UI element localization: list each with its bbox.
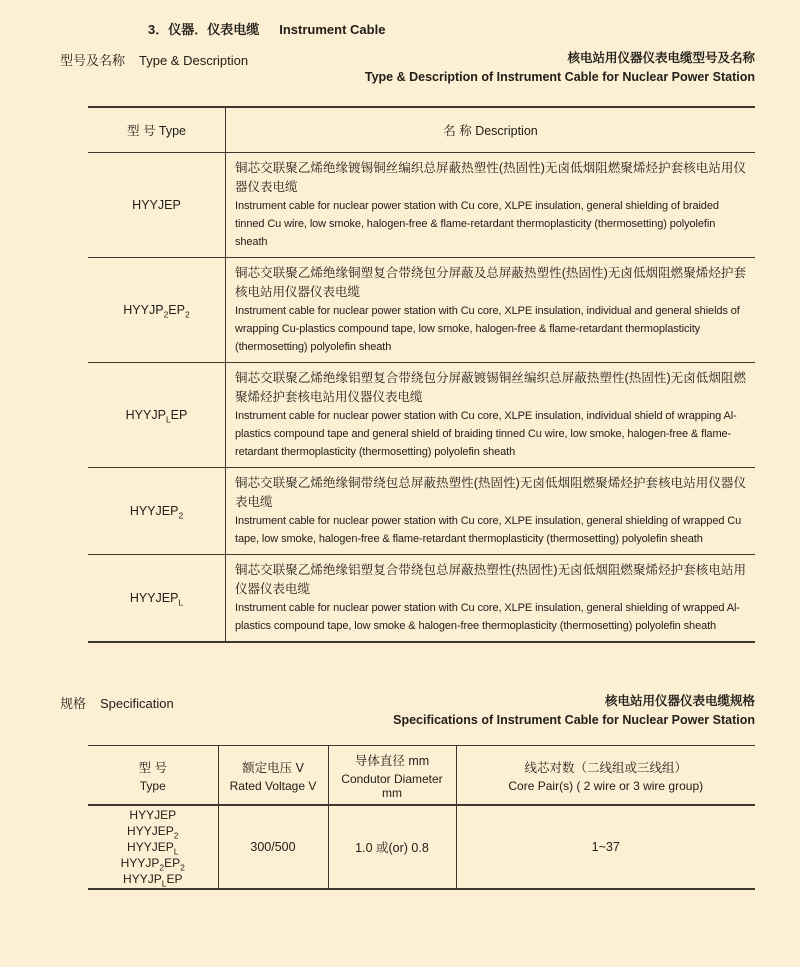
cable-description-zh: 铜芯交联聚乙烯绝缘铜带绕包总屏蔽热塑性(热固性)无卤低烟阻燃聚烯烃护套核电站用仪器仪表电缆 [235, 476, 746, 509]
section2-label-zh: 规格 [60, 696, 87, 711]
spec-type-code: $HYYJEP_L$ [127, 840, 179, 857]
spec-header-core-pairs [456, 746, 755, 806]
spec-header-type-zh: 型 号 [138, 761, 167, 775]
section2-header [0, 643, 800, 727]
section1-header [0, 38, 800, 84]
section1-label-zh: 型号及名称 [60, 53, 126, 68]
cable-description-zh: 铜芯交联聚乙烯绝缘镀锡铜丝编织总屏蔽热塑性(热固性)无卤低烟阻燃聚烯烃护套核电站用仪器仪表电缆 [235, 161, 746, 194]
cable-type-row [88, 258, 755, 363]
page-title [0, 0, 800, 38]
type-description-table [88, 106, 755, 643]
section1-right-title-zh: 核电站用仪器仪表电缆型号及名称 [567, 51, 755, 65]
cable-description-en: Instrument cable for nuclear power station with Cu core, XLPE insulation, general shielding of wrapped Al-plastics compound tape, low smoke & halogen-free thermoplasticity (thermosetting) polyolefin sheath [235, 602, 740, 632]
spec-header-type [88, 746, 218, 806]
spec-table-header-row [88, 746, 755, 806]
rated-voltage-value: 300/500 [218, 805, 328, 889]
page-title-zh: 3．仪器．仪表电缆 [148, 22, 260, 37]
spec-header-core-pairs-en: Core Pair(s) ( 2 wire or 3 wire group) [508, 779, 704, 793]
type-table-body [88, 153, 755, 643]
cable-type-code: $HYYJEP_L$ [88, 555, 226, 643]
cable-description-cell [226, 153, 756, 258]
cable-description-cell [226, 468, 756, 555]
type-table-header-row [88, 107, 755, 153]
spec-type-code: $HYYJP_2EP_2$ [120, 856, 185, 873]
spec-table-data-row [88, 805, 755, 889]
cable-description-cell [226, 258, 756, 363]
cable-description-zh: 铜芯交联聚乙烯绝缘铜塑复合带绕包分屏蔽及总屏蔽热塑性(热固性)无卤低烟阻燃聚烯烃护套核电站用仪器仪表电缆 [235, 266, 746, 299]
page-title-en: Instrument Cable [279, 22, 386, 37]
conductor-diameter-value: 1.0 或(or) 0.8 [328, 805, 456, 889]
spec-header-diameter-zh: 导体直径 mm [354, 754, 430, 768]
section2-label-en: Specification [100, 696, 174, 711]
spec-type-list [88, 805, 218, 889]
spec-header-voltage-zh: 额定电压 V [242, 761, 304, 775]
spec-header-voltage [218, 746, 328, 806]
spec-header-diameter [328, 746, 456, 806]
section1-right-title-en: Type & Description of Instrument Cable for Nuclear Power Station [364, 70, 755, 84]
spec-type-code: HYYJEP [129, 808, 177, 822]
cable-type-code: $HYYJP_2EP_2$ [88, 258, 226, 363]
spec-header-voltage-en: Rated Voltage V [229, 779, 317, 793]
cable-type-row [88, 153, 755, 258]
cable-type-code: $HYYJP_LEP$ [88, 363, 226, 468]
type-column-header: 型 号 Type [88, 107, 226, 153]
cable-type-row [88, 363, 755, 468]
cable-description-en: Instrument cable for nuclear power station with Cu core, XLPE insulation, general shielding of braided tinned Cu wire, low smoke, halogen-free & flame-retardant thermoplasticity (thermosetting) polyolefin sheath [235, 200, 719, 248]
spec-type-code: $HYYJEP_2$ [127, 824, 179, 841]
cable-description-en: Instrument cable for nuclear power station with Cu core, XLPE insulation, individual and general shields of wrapping Cu-plastics compound tape, low smoke, halogen-free & flame-retardant thermoplasticity (thermosetting) polyolefin sheath [235, 305, 740, 353]
spec-header-diameter-en: Condutor Diameter mm [341, 772, 443, 800]
section2-label [60, 691, 174, 712]
spec-header-core-pairs-zh: 线芯对数（二线组或三线组） [524, 761, 687, 775]
cable-description-en: Instrument cable for nuclear power station with Cu core, XLPE insulation, individual shield of wrapping Al-plastics compound tape and general shield of braiding tinned Cu wire, low smoke, halogen-free & flame-retardant thermoplasticity (thermosetting) polyolefin sheath [235, 410, 737, 458]
core-pairs-value: 1~37 [591, 840, 620, 854]
description-column-header: 名 称 Description [226, 107, 756, 153]
cable-type-code: HYYJEP [88, 153, 226, 258]
cable-description-zh: 铜芯交联聚乙烯绝缘铝塑复合带绕包分屏蔽镀锡铜丝编织总屏蔽热塑性(热固性)无卤低烟阻燃聚烯烃护套核电站用仪器仪表电缆 [235, 371, 746, 404]
section1-label-en: Type & Description [139, 53, 249, 68]
spec-type-code: $HYYJP_LEP$ [123, 872, 183, 889]
section2-right-title-en: Specifications of Instrument Cable for Nuclear Power Station [393, 713, 755, 727]
cable-type-code: $HYYJEP_2$ [88, 468, 226, 555]
cable-type-row [88, 555, 755, 643]
section2-right-title-zh: 核电站用仪器仪表电缆规格 [604, 694, 755, 708]
spec-table [88, 745, 755, 890]
section1-label [60, 48, 248, 69]
section1-right-title [365, 48, 755, 84]
cable-description-zh: 铜芯交联聚乙烯绝缘铝塑复合带绕包总屏蔽热塑性(热固性)无卤低烟阻燃聚烯烃护套核电站用仪器仪表电缆 [235, 563, 746, 596]
spec-header-type-en: Type [139, 779, 166, 793]
cable-type-row [88, 468, 755, 555]
section2-right-title [393, 691, 755, 727]
cable-description-cell [226, 363, 756, 468]
cable-description-en: Instrument cable for nuclear power station with Cu core, XLPE insulation, general shielding of wrapped Cu tape, low smoke, halogen-free & flame-retardant thermoplasticity (thermosetting) polyolefin sheath [235, 515, 742, 545]
cable-description-cell [226, 555, 756, 643]
